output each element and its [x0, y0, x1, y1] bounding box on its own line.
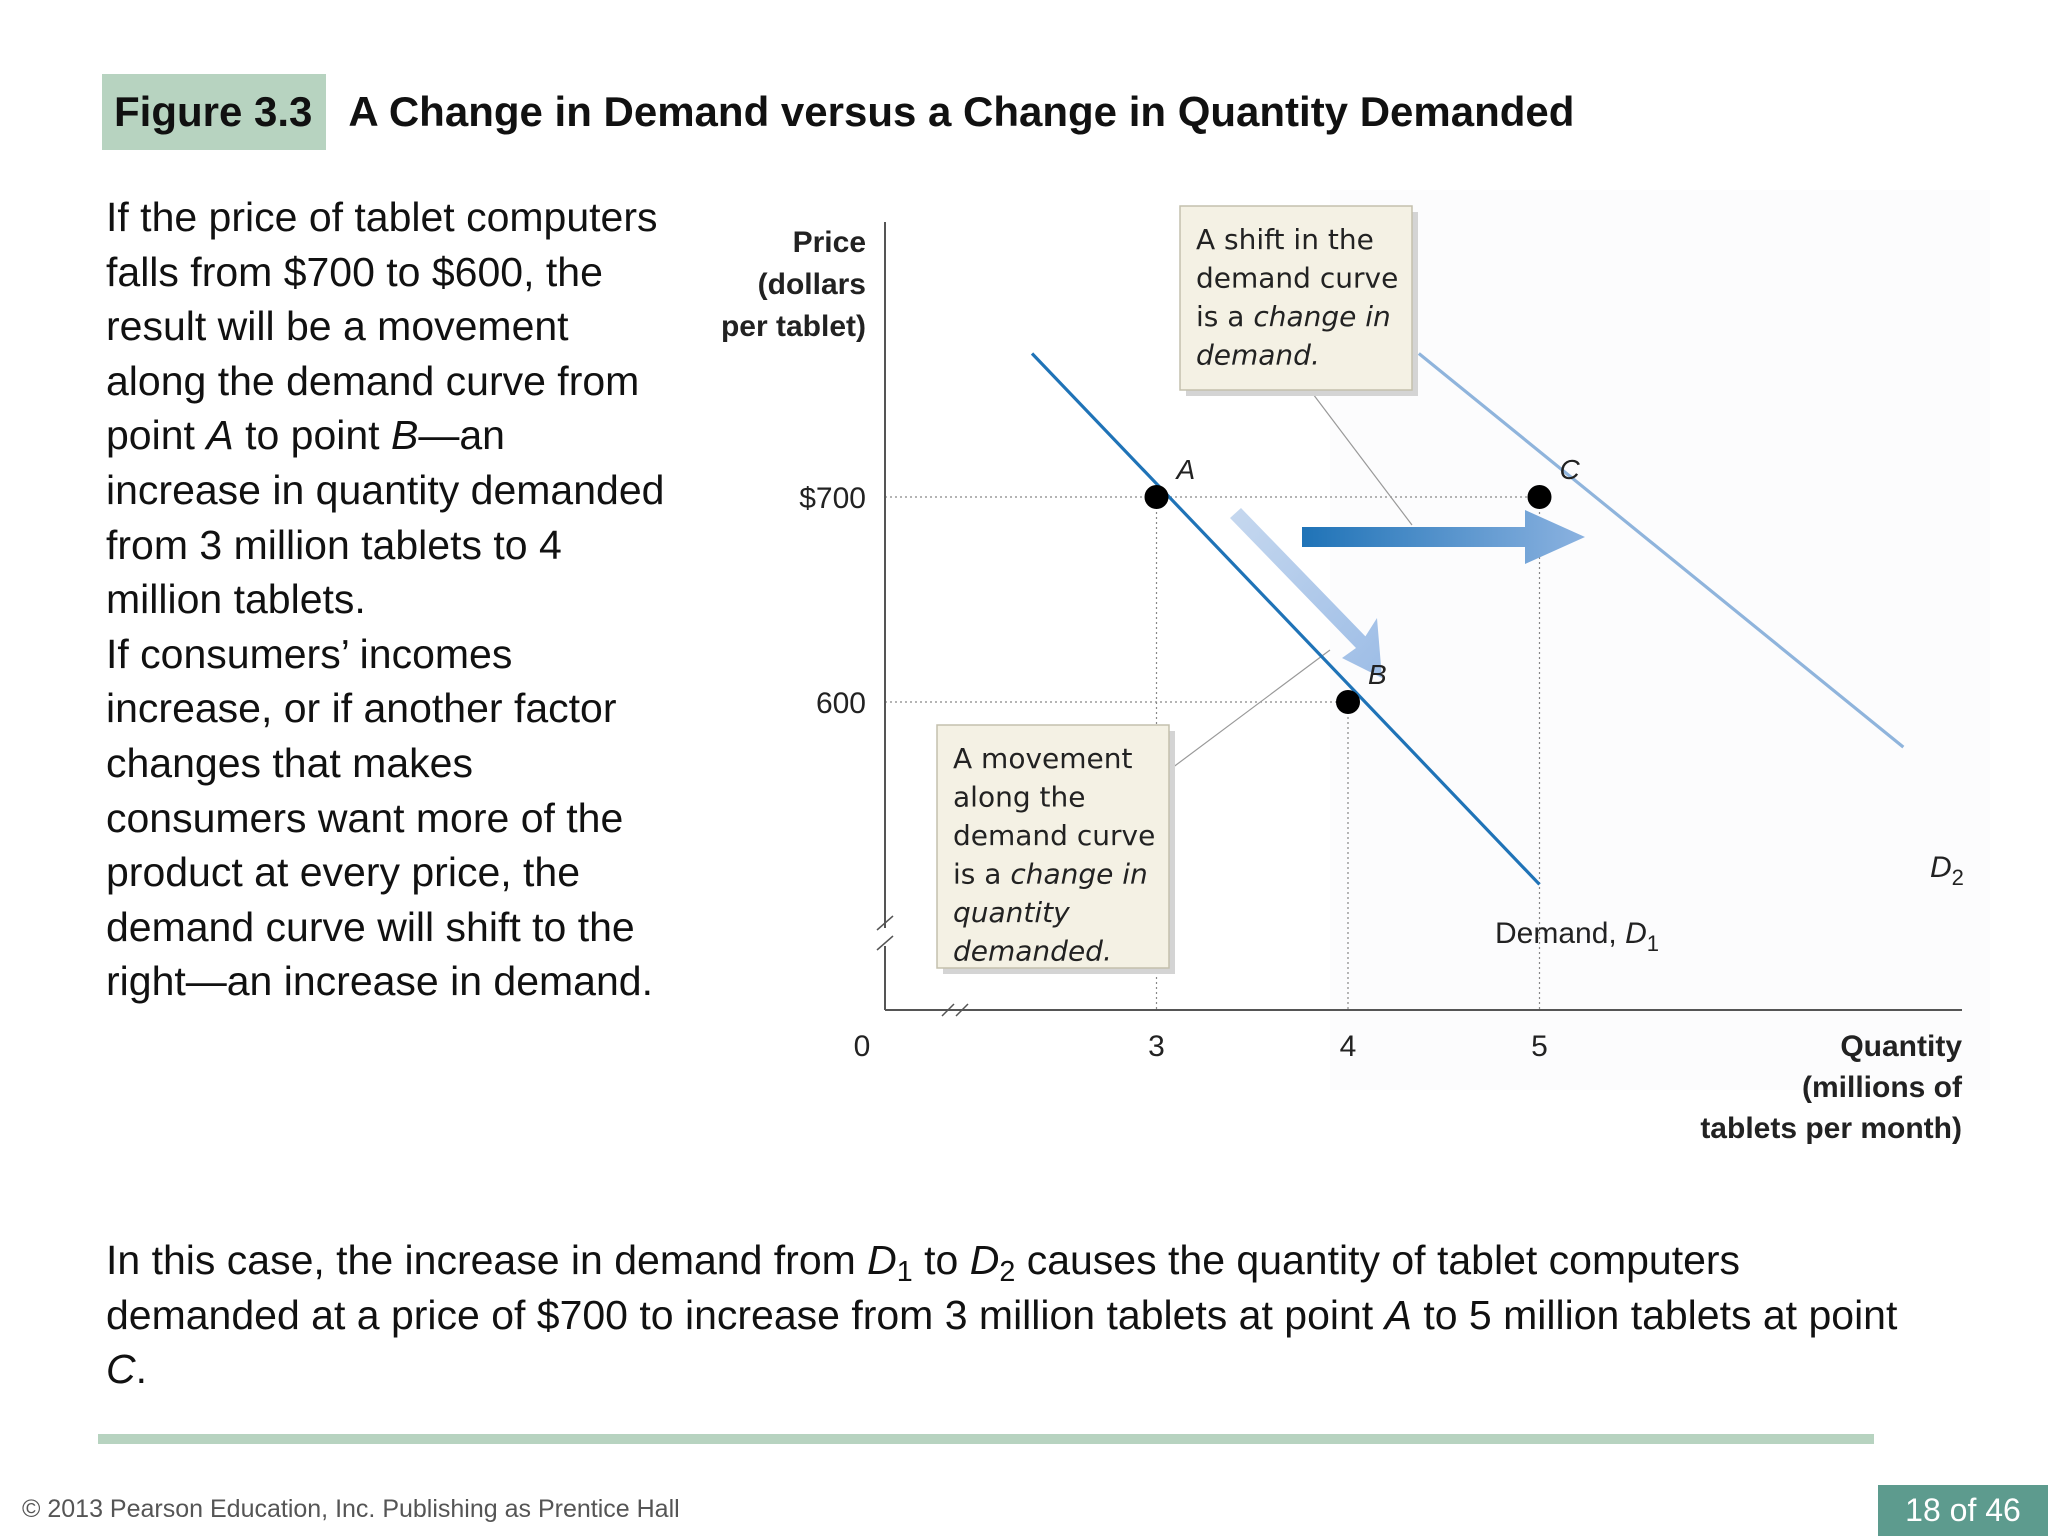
demand-curve-1-label-prefix: Demand, [1495, 917, 1626, 950]
shift-callout-run: demand. [1196, 338, 1320, 372]
demand-curve-2-label-sub: 2 [1951, 865, 1964, 890]
summary-paragraph-run: C [106, 1346, 136, 1393]
footer-divider [98, 1434, 1874, 1444]
summary-paragraph-run: D [867, 1237, 897, 1283]
shift-callout-line [1196, 300, 1391, 333]
movement-callout-line [953, 742, 1133, 775]
x-tick-label: 5 [1531, 1030, 1548, 1063]
summary-paragraph-run: to 5 million tablets at point [1411, 1291, 1898, 1338]
point-A-label: A [1176, 454, 1196, 485]
summary-paragraph-run: A [1384, 1291, 1412, 1338]
shift-callout-line [1196, 339, 1320, 372]
y-axis-label-line: Price [792, 226, 866, 259]
explanation-paragraph-movement-run: A [206, 412, 234, 459]
summary-paragraph-run: In this case, the increase in demand from [106, 1237, 868, 1283]
figure-label: Figure 3.3 [102, 74, 326, 150]
movement-callout-run: is a [953, 857, 1011, 891]
movement-callout-leader [1172, 650, 1330, 768]
y-tick-label: $700 [799, 482, 866, 515]
x-axis-label-line: tablets per month) [1700, 1112, 1962, 1145]
movement-callout-line [953, 858, 1148, 891]
summary-paragraph-run: to [912, 1237, 970, 1283]
page-title: A Change in Demand versus a Change in Quantity Demanded [348, 88, 1575, 135]
x-tick-label: 3 [1148, 1030, 1165, 1063]
summary-paragraph-run: 2 [999, 1256, 1016, 1289]
y-axis-label-line: (dollars [757, 268, 866, 301]
summary-paragraph-run: . [135, 1346, 148, 1393]
y-tick-label: 600 [815, 687, 866, 720]
y-axis-label-line: per tablet) [720, 310, 866, 343]
movement-callout-line [953, 781, 1085, 814]
copyright-notice: © 2013 Pearson Education, Inc. Publishing as Prentice Hall [22, 1495, 680, 1523]
explanation-paragraph-movement-run: —an increase in quantity demanded from 3 million tablets to 4 million tablets. [106, 412, 665, 623]
shift-callout-run: A shift in the [1196, 223, 1374, 256]
origin-label: 0 [853, 1030, 871, 1063]
demand-curve-1-label-main: D [1625, 917, 1647, 950]
plot-background [1330, 190, 1990, 1090]
summary-text [106, 1233, 1906, 1397]
movement-callout-run: quantity [953, 896, 1070, 929]
summary-paragraph-run: causes the quantity of tablet computers demanded at a price of $700 to increase from 3 million tablets at point [106, 1237, 1741, 1338]
y-axis-label [721, 226, 866, 343]
summary-paragraph [106, 1233, 1906, 1397]
explanation-paragraph-shift-run: If consumers’ incomes increase, or if another factor changes that makes consumers want more of the product at every price, the demand curve will shift to the right—an increase in demand. [106, 630, 653, 1005]
movement-callout-run: along the [953, 780, 1086, 814]
explanation-paragraph-movement [106, 190, 666, 627]
movement-callout-run: change in [1010, 857, 1148, 891]
point-B-marker [1336, 690, 1360, 714]
point-C-marker [1528, 485, 1552, 509]
demand-curve-1-label-sub: 1 [1646, 931, 1659, 956]
x-axis-label-line: Quantity [1840, 1030, 1962, 1063]
x-tick-label: 4 [1339, 1030, 1357, 1063]
shift-callout-run: change in [1253, 300, 1391, 333]
point-C-label: C [1559, 454, 1580, 485]
slide-number-badge: 18 of 46 [1878, 1485, 2048, 1536]
summary-paragraph-run: 1 [896, 1256, 913, 1289]
demand-chart [670, 190, 1990, 1170]
shift-callout-run: demand curve [1196, 261, 1399, 295]
movement-callout-run: A movement [953, 742, 1133, 775]
point-A-marker [1145, 485, 1169, 509]
explanation-paragraph-movement-run: If the price of tablet computers falls from $700 to $600, the result will be a movement along the demand curve from point [106, 194, 658, 459]
explanation-paragraph-shift [106, 627, 666, 1009]
figure-header [102, 74, 1574, 150]
movement-callout-line [953, 819, 1155, 852]
shift-callout-line [1196, 223, 1374, 256]
summary-paragraph-run: D [969, 1237, 1000, 1283]
movement-callout-line [953, 896, 1070, 929]
demand-curve-2-label-main: D [1930, 851, 1952, 884]
explanation-text [106, 190, 666, 1009]
movement-callout-line [953, 935, 1112, 968]
explanation-paragraph-movement-run: to point [233, 412, 391, 459]
movement-callout-run: demand curve [953, 819, 1156, 852]
movement-callout-run: demanded. [953, 934, 1112, 968]
explanation-paragraph-movement-run: B [390, 412, 419, 459]
shift-callout-line [1196, 262, 1398, 295]
shift-callout-run: is a [1196, 300, 1254, 333]
point-B-label: B [1368, 659, 1387, 690]
x-axis-label-line: (millions of [1802, 1071, 1962, 1104]
